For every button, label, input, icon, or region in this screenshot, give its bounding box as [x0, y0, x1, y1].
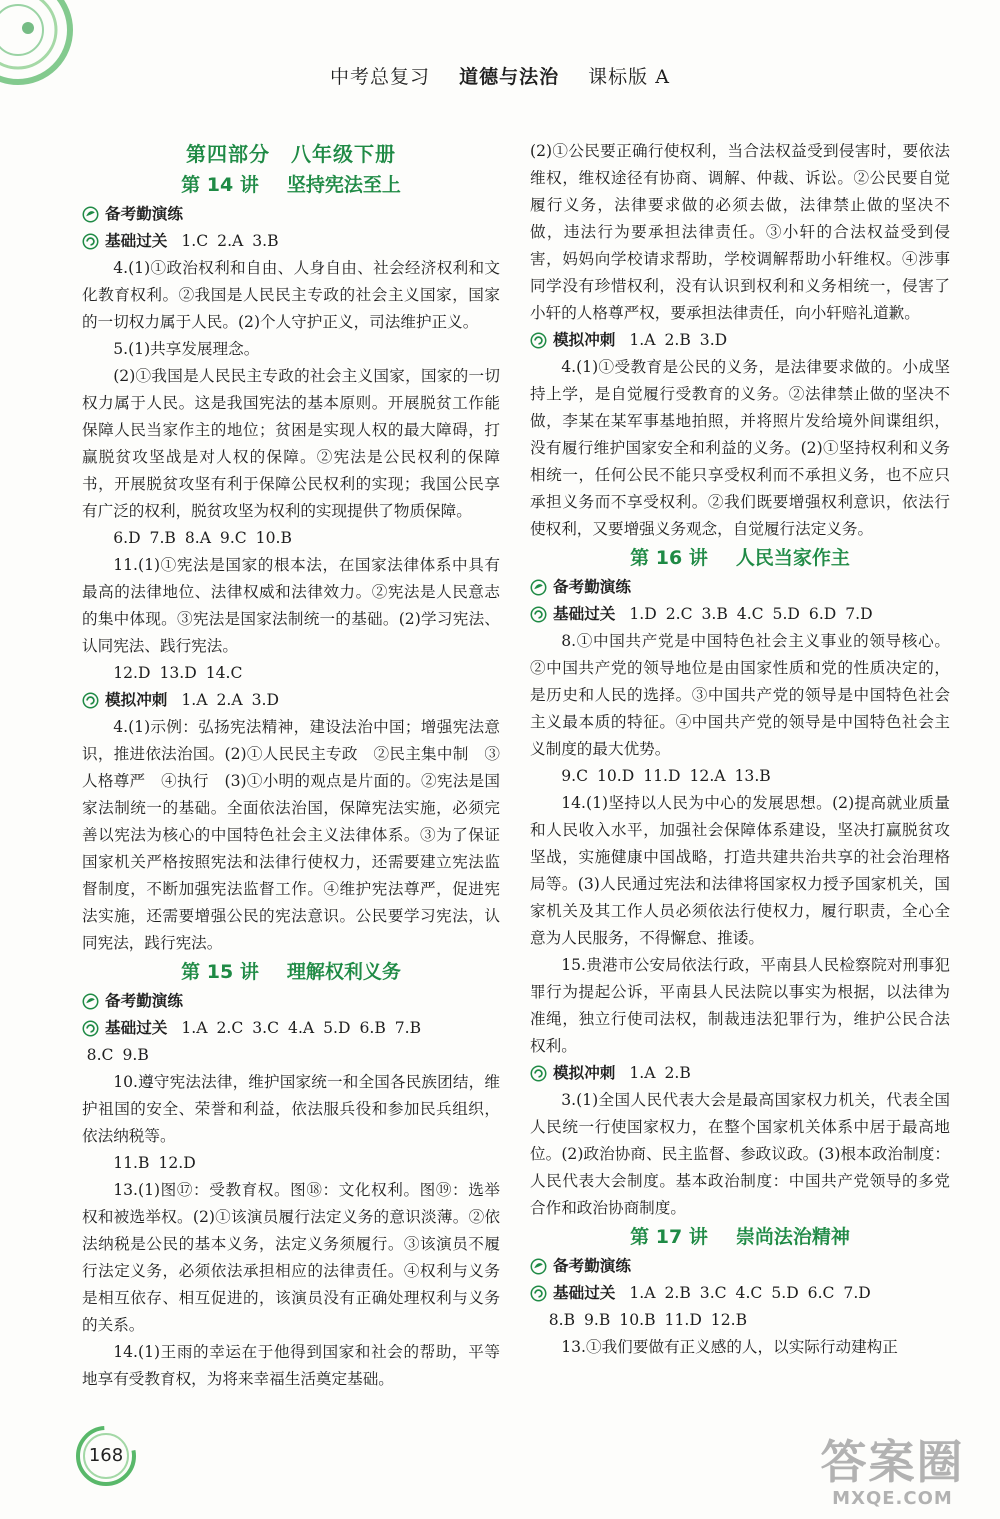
spiral-circle-icon — [82, 1020, 99, 1037]
answer-paragraph: (2)①我国是人民民主专政的社会主义国家，国家的一切权力属于人民。这是我国宪法的基本原则。开展脱贫工作能保障人民当家作主的地位；贫困是实现人权的最大障碍，打赢脱贫攻坚战是对人权的保障。②宪法是公民权利的保障书，开展脱贫攻坚有利于保障公民权利的实现；我国公民享有广泛的权利，脱贫攻坚为权利的实现提供了物质保障。 — [82, 367, 500, 520]
answer-paragraph: 4.(1)示例：弘扬宪法精神，建设法治中国；增强宪法意识，推进依法治国。(2)①人民民主专政 ②民主集中制 ③人格尊严 ④执行 (3)①小明的观点是片面的。②宪法是国家法制统一的基础。全面依法治国，保障宪法实施，必须完善以宪法为核心的中国特色社会主义法律体系。③为了保证国家机关严格按照宪法和法律行使权力，还需要建立宪法监督制度，不断加强宪法监督工作。④维护宪法尊严，促进宪法实施，还需要增强公民的宪法意识。公民要学习宪法，认同宪法，践行宪法。 — [82, 718, 500, 952]
leaf-circle-icon — [82, 206, 99, 223]
answer-list: 8.C 9.B — [86, 1046, 149, 1064]
answer-list: 1.A 2.A 3.D — [181, 691, 279, 709]
lecture-15-title — [82, 957, 500, 988]
answer-paragraph: 14.(1)王雨的幸运在于他得到国家和社会的帮助，平等地享有受教育权，为将来幸福生活奠定基础。 — [82, 1343, 500, 1388]
left-column — [82, 138, 500, 1393]
sub-header-basic — [82, 1015, 500, 1042]
leaf-circle-icon — [530, 1258, 547, 1275]
answer-list: 1.D 2.C 3.B 4.C 5.D 6.D 7.D — [629, 605, 873, 623]
right-column — [530, 138, 950, 1361]
section-label: 备考勤演练 — [553, 578, 631, 596]
answer-paragraph: 5.(1)共享发展理念。 — [113, 340, 260, 358]
spiral-circle-icon — [530, 332, 547, 349]
answer-paragraph: 10.遵守宪法法律，维护国家统一和全国各民族团结，维护祖国的安全、荣誉和利益，依法服兵役和参加民兵组织，依法纳税等。 — [82, 1073, 500, 1145]
leaf-circle-icon — [82, 993, 99, 1010]
answer-list: 6.D 7.B 8.A 9.C 10.B — [113, 529, 292, 547]
lecture-17-number: 第 17 讲 — [630, 1226, 708, 1248]
answer-list: 9.C 10.D 11.D 12.A 13.B — [561, 767, 771, 785]
answer-paragraph: 15.贵港市公安局依法行政，平南县人民检察院对刑事犯罪行为提起公诉，平南县人民法院以事实为根据，以法律为准绳，独立行使司法权，制裁违法犯罪行为，维护公民合法权利。 — [530, 956, 950, 1055]
answer-paragraph: 13.①我们要做有正义感的人，以实际行动建构正 — [561, 1338, 898, 1356]
section-header — [530, 1253, 950, 1280]
spiral-circle-icon — [82, 233, 99, 250]
spiral-circle-icon — [530, 1065, 547, 1082]
answer-list: 1.A 2.B 3.D — [629, 331, 728, 349]
page-number: 168 — [88, 1445, 124, 1466]
section-label: 备考勤演练 — [105, 992, 183, 1010]
sub-label: 模拟冲刺 — [553, 1064, 616, 1082]
lecture-15-name: 理解权利义务 — [286, 961, 401, 983]
answer-list: 11.B 12.D — [113, 1154, 196, 1172]
section-header — [530, 574, 950, 601]
lecture-16-title — [530, 543, 950, 574]
page-number-badge — [74, 1424, 138, 1488]
sub-label: 模拟冲刺 — [105, 691, 168, 709]
watermark — [805, 1436, 980, 1509]
answer-list: 1.A 2.B 3.C 4.C 5.D 6.C 7.D — [629, 1284, 871, 1302]
lecture-17-name: 崇尚法治精神 — [735, 1226, 850, 1248]
sub-header-simulation — [530, 1060, 950, 1087]
sub-label: 基础过关 — [105, 232, 168, 250]
answer-list: 1.A 2.B — [629, 1064, 691, 1082]
spiral-circle-icon — [82, 692, 99, 709]
sub-label: 基础过关 — [553, 1284, 616, 1302]
sub-header-basic — [82, 228, 500, 255]
lecture-14-number: 第 14 讲 — [181, 174, 259, 196]
part-title: 第四部分 八年级下册 — [186, 142, 396, 166]
running-header — [0, 62, 1000, 89]
answer-paragraph: 14.(1)坚持以人民为中心的发展思想。(2)提高就业质量和人民收入水平，加强社会保障体系建设，坚决打赢脱贫攻坚战，实施健康中国战略，打造共建共治共享的社会治理格局等。(3)人民通过宪法和法律将国家权力授予国家机关，国家机关及其工作人员必须依法行使权力，履行职责，全心全意为人民服务，不得懈怠、推诿。 — [530, 794, 950, 947]
sub-label: 模拟冲刺 — [553, 331, 616, 349]
spiral-circle-icon — [530, 606, 547, 623]
sub-label: 基础过关 — [105, 1019, 168, 1037]
sub-label: 基础过关 — [553, 605, 616, 623]
sub-header-simulation — [82, 687, 500, 714]
section-label: 备考勤演练 — [553, 1257, 631, 1275]
lecture-14-name: 坚持宪法至上 — [286, 174, 401, 196]
header-series: 中考总复习 — [330, 66, 431, 88]
lecture-16-name: 人民当家作主 — [735, 547, 850, 569]
answer-paragraph: 13.(1)图⑰：受教育权。图⑱：文化权利。图⑲：选举权和被选举权。(2)①该演员履行法定义务的意识淡薄。②依法纳税是公民的基本义务，法定义务须履行。③该演员不履行法定义务，必须依法承担相应的法律责任。④权利与义务是相互依存、相互促进的，该演员没有正确处理权利与义务的关系。 — [82, 1181, 500, 1334]
leaf-circle-icon — [530, 579, 547, 596]
answer-paragraph: 11.(1)①宪法是国家的根本法，在国家法律体系中具有最高的法律地位、法律权威和法律效力。②宪法是人民意志的集中体现。③宪法是国家法制统一的基础。(2)学习宪法、认同宪法、践行宪法。 — [82, 556, 500, 655]
answer-paragraph: 3.(1)全国人民代表大会是最高国家权力机关，代表全国人民统一行使国家权力，在整个国家机关体系中居于最高地位。(2)政治协商、民主监督、参政议政。(3)根本政治制度：人民代表大会制度。基本政治制度：中国共产党领导的多党合作和政治协商制度。 — [530, 1091, 950, 1217]
spiral-circle-icon — [530, 1285, 547, 1302]
answer-list: 8.B 9.B 10.B 11.D 12.B — [548, 1311, 748, 1329]
sub-header-basic — [530, 1280, 950, 1307]
answer-paragraph: 8.①中国共产党是中国特色社会主义事业的领导核心。②中国共产党的领导地位是由国家性质和党的性质决定的，是历史和人民的选择。③中国共产党的领导是中国特色社会主义最本质的特征。④中国共产党的领导是中国特色社会主义制度的最大优势。 — [530, 632, 950, 758]
corner-swirl-decoration — [0, 0, 110, 110]
lecture-17-title — [530, 1222, 950, 1253]
answer-paragraph: 4.(1)①政治权利和自由、人身自由、社会经济权利和文化教育权利。②我国是人民民主专政的社会主义国家，国家的一切权力属于人民。(2)个人守护正义，司法维护正义。 — [82, 259, 500, 331]
lecture-15-number: 第 15 讲 — [181, 961, 259, 983]
sub-header-basic — [530, 601, 950, 628]
sub-header-simulation — [530, 327, 950, 354]
answer-paragraph: 4.(1)①受教育是公民的义务，是法律要求做的。小成坚持上学，是自觉履行受教育的义务。②法律禁止做的坚决不做，李某在某军事基地拍照，并将照片发给境外间谍组织，没有履行维护国家安全和利益的义务。(2)①坚持权利和义务相统一，任何公民不能只享受权利而不承担义务，也不应只承担义务而不享受权利。②我们既要增强权利意识，依法行使权利，又要增强义务观念，自觉履行法定义务。 — [530, 358, 950, 538]
watermark-site: MXQE.COM — [832, 1488, 953, 1509]
answer-paragraph: (2)①公民要正确行使权利，当合法权益受到侵害时，要依法维权，维权途径有协商、调解、仲裁、诉讼。②公民要自觉履行义务，法律要求做的必须去做，法律禁止做的坚决不做，违法行为要承担法律责任。③小轩的合法权益受到侵害，妈妈向学校请求帮助，学校调解帮助小轩维权。④涉事同学没有珍惜权利，没有认识到权利和义务相统一，侵害了小轩的人格尊严权，要承担法律责任，向小轩赔礼道歉。 — [530, 142, 950, 322]
section-header — [82, 988, 500, 1015]
lecture-16-number: 第 16 讲 — [630, 547, 708, 569]
header-edition: 课标版 A — [588, 66, 670, 88]
section-header — [82, 201, 500, 228]
header-subject: 道德与法治 — [459, 66, 560, 88]
watermark-logo: 答案圈 — [820, 1435, 965, 1489]
answer-list: 12.D 13.D 14.C — [113, 664, 243, 682]
section-label: 备考勤演练 — [105, 205, 183, 223]
answer-list: 1.C 2.A 3.B — [181, 232, 279, 250]
lecture-14-title — [82, 170, 500, 201]
answer-list: 1.A 2.C 3.C 4.A 5.D 6.B 7.B — [181, 1019, 422, 1037]
